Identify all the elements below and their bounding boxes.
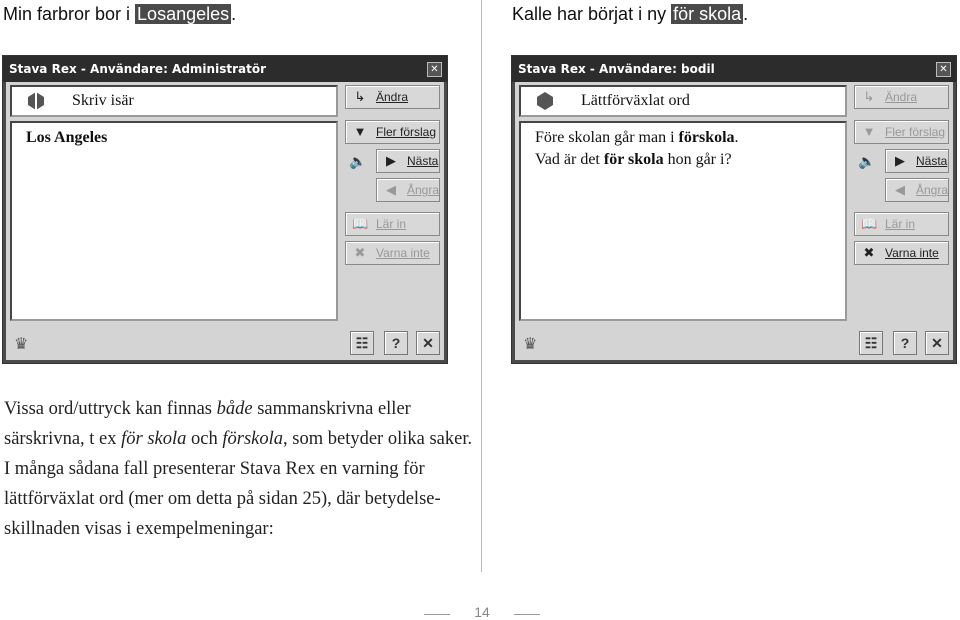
page-number: 14 <box>474 604 490 620</box>
play-right-icon: ▶ <box>895 153 905 168</box>
text-display[interactable] <box>519 121 847 321</box>
varna-inte-button[interactable] <box>854 241 949 265</box>
settings-icon[interactable]: ☷ <box>859 331 883 355</box>
close-icon[interactable]: ✕ <box>427 62 442 77</box>
suggestion-box <box>519 85 847 117</box>
button-label: Ångra <box>407 183 440 197</box>
para-text: och <box>186 429 223 449</box>
page-number-rule <box>424 614 450 615</box>
button-label: Nästa <box>916 154 948 168</box>
text-plain: Los Angeles <box>26 129 108 146</box>
window-client <box>515 82 953 360</box>
caption-text: Min farbror bor i <box>3 4 136 24</box>
caption-left <box>3 2 236 26</box>
text-plain: Vad är det <box>535 151 604 168</box>
help-icon[interactable]: ? <box>893 331 917 355</box>
window-title: Stava Rex - Användare: bodil <box>512 56 956 82</box>
para-text: Vissa ord/uttryck kan finnas <box>4 399 217 419</box>
text-line <box>535 127 845 149</box>
suggestion-box <box>10 85 338 117</box>
page-number-rule <box>514 614 540 615</box>
settings-icon[interactable]: ☷ <box>350 331 374 355</box>
column-divider <box>481 0 482 572</box>
triangle-down-icon: ▼ <box>862 124 876 139</box>
text-line <box>26 127 336 149</box>
button-label: Nästa <box>407 154 439 168</box>
text-plain: . <box>734 129 739 146</box>
button-label: Ändra <box>376 90 409 104</box>
ignore-warning-icon: ✖ <box>863 245 875 260</box>
button-label: Varna inte <box>885 246 939 260</box>
button-label: Fler förslag <box>885 125 946 139</box>
book-icon: 📖 <box>861 216 878 231</box>
para-italic: för skola <box>121 429 187 449</box>
close-button[interactable]: ✕ <box>416 331 440 355</box>
play-left-icon: ◀ <box>895 182 905 197</box>
window-title: Stava Rex - Användare: Administratör <box>3 56 447 82</box>
highlighted-word: Losangeles <box>137 4 230 24</box>
text-line <box>535 149 845 171</box>
stava-rex-window-left <box>2 55 448 364</box>
triangle-down-icon: ▼ <box>353 124 367 139</box>
angra-button[interactable] <box>885 178 949 202</box>
window-bottom-bar <box>6 326 444 360</box>
suggestion-label: Skriv isär <box>72 92 134 109</box>
close-icon[interactable]: ✕ <box>936 62 951 77</box>
andra-button[interactable] <box>854 85 949 109</box>
andra-button[interactable] <box>345 85 440 109</box>
caption-punct: . <box>743 4 749 24</box>
highlighted-word: för skola <box>673 4 742 24</box>
button-label: Lär in <box>376 217 407 231</box>
speaker-icon[interactable]: 🔈 <box>858 153 876 169</box>
stava-rex-logo-icon: ♛ <box>14 336 29 353</box>
ignore-warning-icon: ✖ <box>354 245 366 260</box>
fler-forslag-button[interactable] <box>854 120 949 144</box>
caption-text: Kalle har börjat i ny <box>512 4 672 24</box>
text-display[interactable] <box>10 121 338 321</box>
button-label: Ändra <box>885 90 918 104</box>
lar-in-button[interactable] <box>854 212 949 236</box>
change-icon: ↳ <box>354 89 366 104</box>
nasta-button[interactable] <box>376 149 440 173</box>
fler-forslag-button[interactable] <box>345 120 440 144</box>
text-bold: förskola <box>678 129 735 146</box>
para-text: sammanskrivna eller särskrivna, t ex <box>4 399 411 449</box>
stava-rex-logo-icon: ♛ <box>523 336 538 353</box>
button-label: Fler förslag <box>376 125 437 139</box>
play-right-icon: ▶ <box>386 153 396 168</box>
window-client <box>6 82 444 360</box>
button-label: Varna inte <box>376 246 430 260</box>
caption-right <box>512 2 748 26</box>
split-word-icon <box>26 91 46 111</box>
help-icon[interactable]: ? <box>384 331 408 355</box>
suggestion-label: Lättförväxlat ord <box>581 92 690 109</box>
speaker-icon[interactable]: 🔈 <box>349 153 367 169</box>
varna-inte-button[interactable] <box>345 241 440 265</box>
close-button[interactable]: ✕ <box>925 331 949 355</box>
para-text: , som betyder olika saker. I många sådana fall presenterar Stava Rex en varning för lättförväxlat ord (mer om detta på sidan 25), där betydelseskillnaden visas i exempelmeningar: <box>4 429 473 539</box>
nasta-button[interactable] <box>885 149 949 173</box>
para-italic: både <box>216 399 253 419</box>
lar-in-button[interactable] <box>345 212 440 236</box>
button-label: Lär in <box>885 217 916 231</box>
text-bold: för skola <box>603 151 664 168</box>
confusable-word-icon <box>535 91 555 111</box>
button-label: Ångra <box>916 183 949 197</box>
book-icon: 📖 <box>352 216 369 231</box>
body-paragraph <box>4 394 474 544</box>
para-italic: förskola <box>222 429 284 449</box>
stava-rex-window-right <box>511 55 957 364</box>
text-plain: Före skolan går man i <box>535 129 679 146</box>
angra-button[interactable] <box>376 178 440 202</box>
caption-punct: . <box>231 4 237 24</box>
play-left-icon: ◀ <box>386 182 396 197</box>
text-plain: hon går i? <box>663 151 732 168</box>
window-bottom-bar <box>515 326 953 360</box>
change-icon: ↳ <box>863 89 875 104</box>
